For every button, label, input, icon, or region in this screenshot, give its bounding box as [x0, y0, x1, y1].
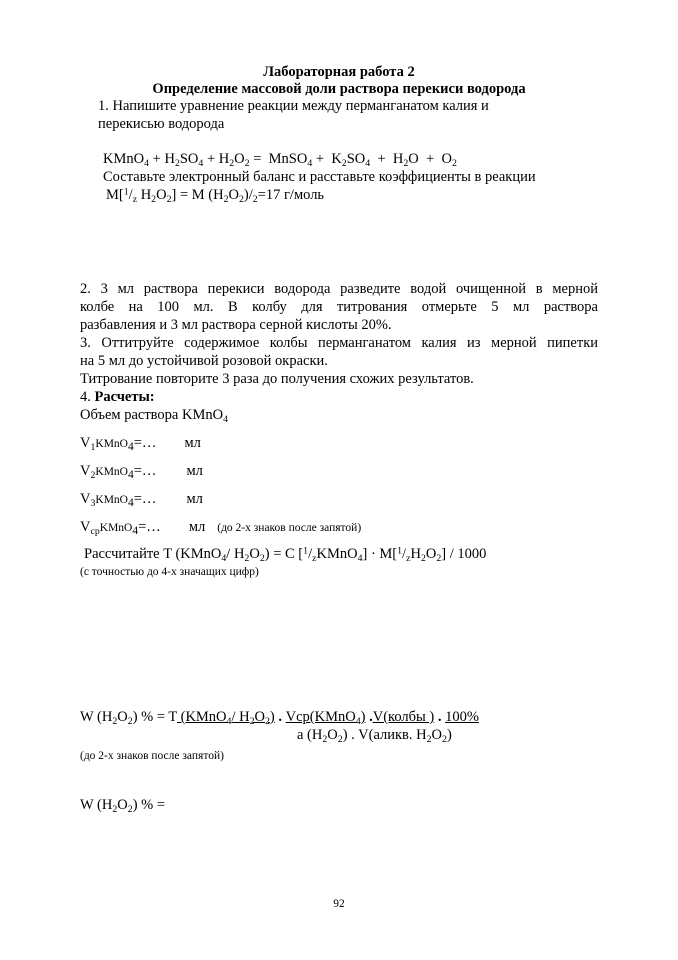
- page-title: Лабораторная работа 2: [263, 64, 415, 80]
- v3-row: $V_3KMnO_4=\dots$ мл: [80, 491, 203, 510]
- titer-formula: Рассчитайте T (KMnO$_4$/ $H_2O_2) = C$ $[^1/_zKMnO_4] \cdot M[^1/_zH_2O_2] / 1000$: [84, 545, 487, 564]
- task3-line2: на 5 мл до устойчивой розовой окраски.: [80, 353, 328, 369]
- task4-heading: 4. Расчеты:: [80, 389, 155, 405]
- balance-instruction: Составьте электронный баланс и расставьте коэффициенты в реакции: [103, 169, 536, 185]
- titer-precision-note: (с точностью до 4-х значащих цифр): [80, 566, 259, 578]
- volume-label: Объем раствора KMnO$_4$: [80, 407, 228, 425]
- v-avg-row: $V_{ср}KMnO_4=\dots$ мл (до 2-х знаков после запятой): [80, 519, 362, 538]
- molar-mass-equivalent: $M[^1/_z$ $H_2O_2] = M$ $(H_2O_2)/_2=17$ г/моль: [106, 186, 325, 205]
- task1-line1: 1. Напишите уравнение реакции между перманганатом калия и: [98, 98, 489, 114]
- page-number: 92: [333, 898, 345, 910]
- v1-row: $V_1KMnO_4=\dots$ мл: [80, 435, 201, 454]
- task3-line1: 3. Оттитруйте содержимое колбы перманганатом калия из мерной пипетки: [80, 335, 598, 351]
- reaction-equation: KMnO$_4$ + $H_2SO_4 + H_2O_2$ = MnSO$_4$ + $K_2SO_4 + H_2O + O_2$: [103, 151, 457, 169]
- formula-precision-note: (до 2-х знаков после запятой): [80, 750, 224, 762]
- mass-fraction-formula-denominator: a $(H_2O_2)$ . V(аликв. $H_2O_2$): [297, 727, 452, 745]
- result-line: W $(H_2O_2)$ % =: [80, 797, 166, 815]
- task2-line3: разбавления и 3 мл раствора серной кислоты 20%.: [80, 317, 392, 333]
- page-subtitle: Определение массовой доли раствора перекиси водорода: [152, 81, 526, 97]
- mass-fraction-formula-numerator: W $(H_2O_2)$ % = T (KMnO$_4$/ $H_2O_2$) . Vср(KMnO$_4$) .V(колбы ) . 100%: [80, 709, 479, 727]
- task1-line2: перекисью водорода: [98, 116, 225, 132]
- task2-line1: 2. 3 мл раствора перекиси водорода разведите водой очищенной в мерной: [80, 281, 598, 297]
- task2-line2: колбе на 100 мл. В колбу для титрования отмерьте 5 мл раствора: [80, 299, 598, 315]
- task3-line3: Титрование повторите 3 раза до получения схожих результатов.: [80, 371, 474, 387]
- v2-row: $V_2KMnO_4=\dots$ мл: [80, 463, 203, 482]
